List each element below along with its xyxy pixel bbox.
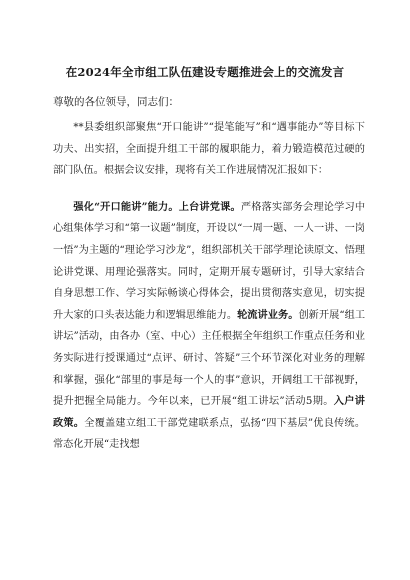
section-text-business: 创新开展“组工讲坛”活动，由各办（室、中心）主任根据全年组织工作重点任务和业务实际进行授课通过“点评、研讨、答疑”三个环节深化对业务的理解和掌握，强化“部里的事是每一个人的事”意识，开阔组工干部视野，提升把握全局能力。今年以来，已开展“组工讲坛”活动5期。 — [53, 309, 366, 408]
section-heading-policy: 入户讲政策。 — [53, 395, 365, 429]
section-heading-speak: 强化“开口能讲”能力。上台讲党课。 — [73, 200, 241, 213]
document-title: 在2024年全市组工队伍建设专题推进会上的交流发言 — [65, 65, 345, 79]
section-text-speak: 严格落实部务会理论学习中心组集体学习和“第一议题”制度，开设以“一周一题、一人一讲、一岗一悟”为主题的“理论学习沙龙”，组织部机关干部学理论读原文、悟理论讲党课、用理论强落实。同时，定期开展专题研讨，引导大家结合自身思想工作、学习实际畅谈心得体会，提出贯彻落实意见，切实提升大家的口头表达能力和逻辑思维能力。 — [53, 201, 366, 321]
paragraph-intro: **县委组织部聚焦“开口能讲”“提笔能写”和“遇事能办”等目标下功夫、出实招，全面提升组工干部的履职能力，着力锻造模范过硬的部门队伍。根据会议安排，现将有关工作进展情况汇报如下： — [53, 122, 365, 177]
section-heading-business: 轮流讲业务。 — [237, 308, 299, 321]
section-text-policy: 全覆盖建立组工干部党建联系点，弘扬“四下基层”优良传统。常态化开展“走找想 — [53, 417, 366, 451]
salutation: 尊敬的各位领导，同志们： — [53, 96, 179, 108]
paragraph-section-1 — [53, 197, 365, 456]
document-body — [53, 117, 365, 456]
